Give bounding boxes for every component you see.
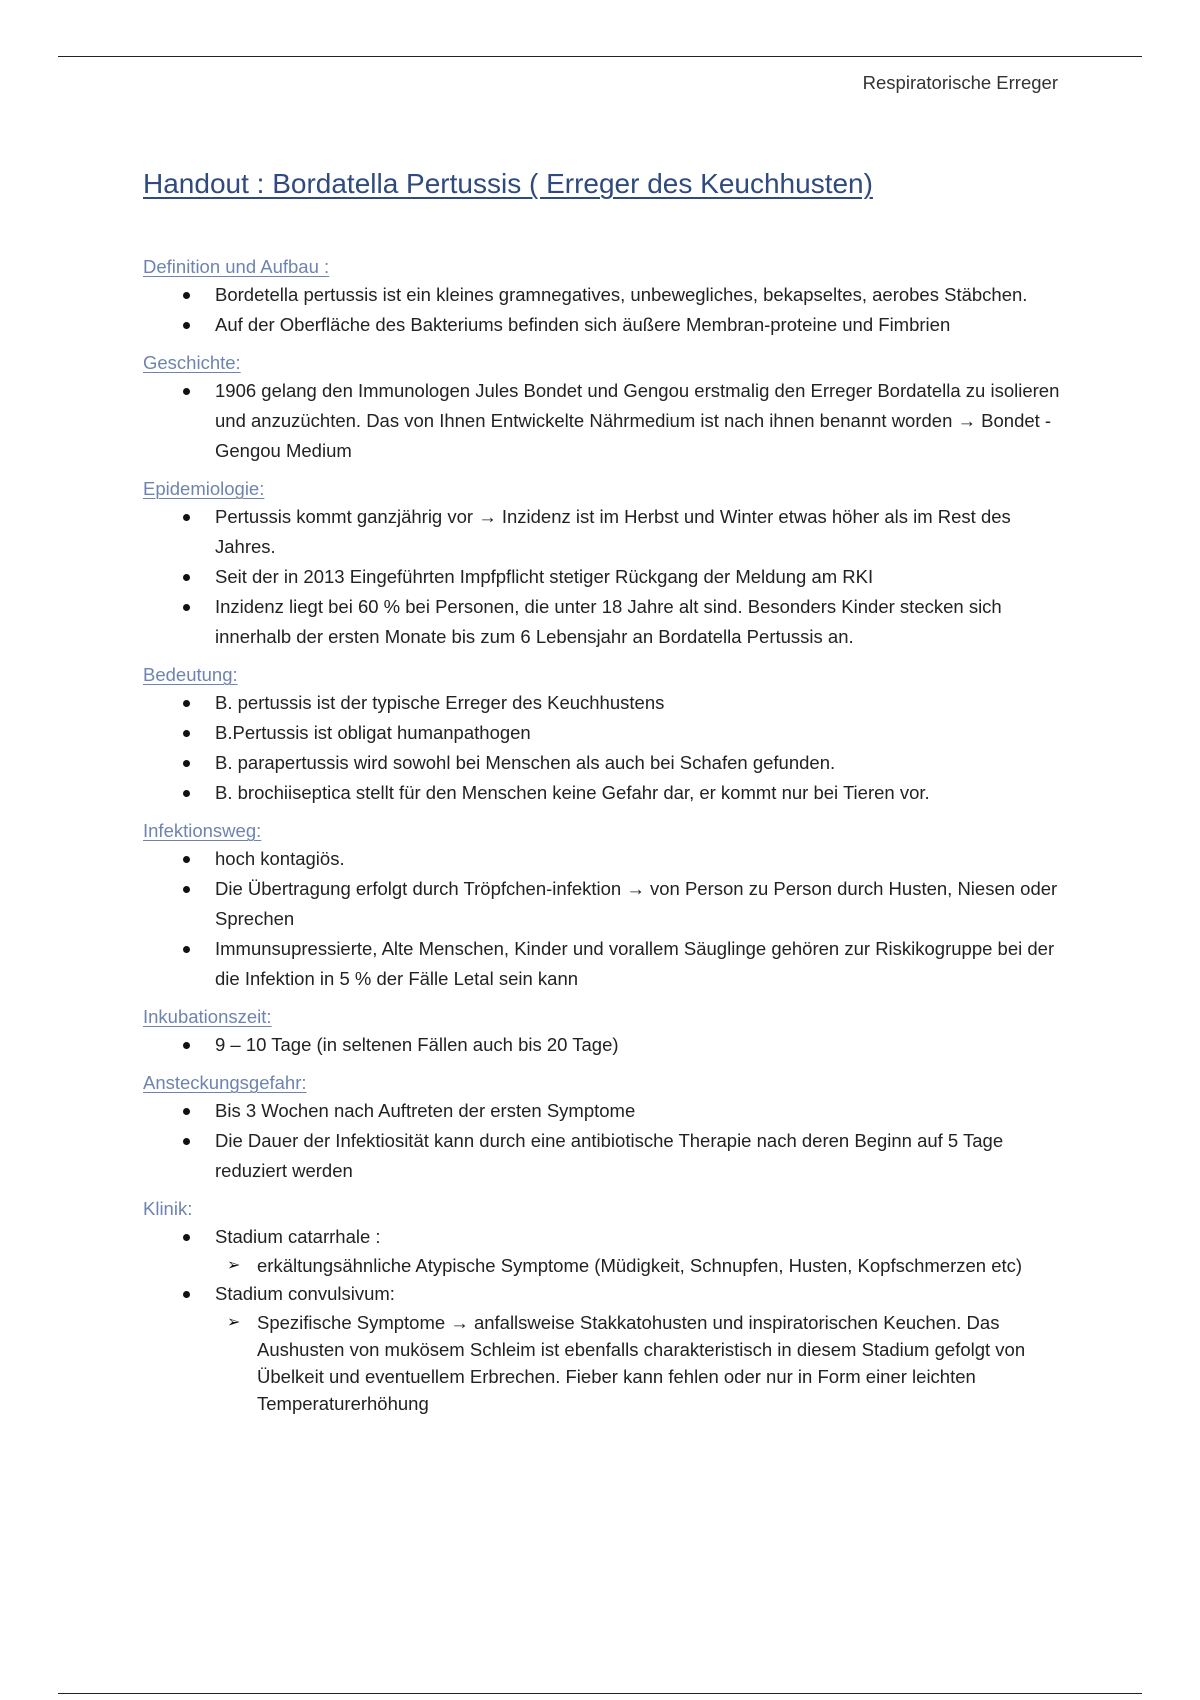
bullet-item: Bis 3 Wochen nach Auftreten der ersten Symptome bbox=[143, 1096, 1063, 1126]
bullet-item bbox=[143, 1279, 1063, 1417]
bullet-item: Die Übertragung erfolgt durch Tröpfchen-infektion → von Person zu Person durch Husten, Niesen oder Sprechen bbox=[143, 874, 1063, 934]
section-heading: Infektionsweg: bbox=[143, 820, 262, 841]
bullet-list bbox=[143, 280, 1063, 340]
bullet-list bbox=[143, 1096, 1063, 1186]
running-header: Respiratorische Erreger bbox=[862, 72, 1058, 93]
sub-item: ➢ erkältungsähnliche Atypische Symptome (Müdigkeit, Schnupfen, Husten, Kopfschmerzen etc) bbox=[215, 1252, 1063, 1279]
bullet-list bbox=[143, 1222, 1063, 1417]
sub-list bbox=[215, 1309, 1063, 1417]
section-epidemiologie bbox=[143, 476, 1063, 652]
bullet-item bbox=[143, 1222, 1063, 1279]
bullet-item: B. brochiiseptica stellt für den Menschen keine Gefahr dar, er kommt nur bei Tieren vor. bbox=[143, 778, 1063, 808]
section-definition bbox=[143, 254, 1063, 340]
section-ansteckungsgefahr bbox=[143, 1070, 1063, 1186]
sub-list bbox=[215, 1252, 1063, 1279]
bullet-list bbox=[143, 1030, 1063, 1060]
bullet-item: Seit der in 2013 Eingeführten Impfpflicht stetiger Rückgang der Meldung am RKI bbox=[143, 562, 1063, 592]
stage-label: Stadium convulsivum: bbox=[215, 1283, 395, 1304]
section-klinik bbox=[143, 1196, 1063, 1417]
section-infektionsweg bbox=[143, 818, 1063, 994]
footer-rule bbox=[58, 1693, 1142, 1694]
bullet-list bbox=[143, 844, 1063, 994]
header-rule bbox=[58, 56, 1142, 57]
bullet-item: B. pertussis ist der typische Erreger des Keuchhustens bbox=[143, 688, 1063, 718]
sub-item: ➢ Spezifische Symptome → anfallsweise Stakkatohusten und inspiratorischen Keuchen. Das Aushusten von mukösem Schleim ist ebenfalls charakteristisch in diesem Stadium gefolgt von Übelkeit und eventuellem Erbrechen. Fieber kann fehlen oder nur in Form einer leichten Temperaturerhöhung bbox=[215, 1309, 1063, 1417]
section-geschichte bbox=[143, 350, 1063, 466]
bullet-list bbox=[143, 502, 1063, 652]
document-title: Handout : Bordatella Pertussis ( Erreger des Keuchhusten) bbox=[143, 168, 873, 199]
bullet-item: Auf der Oberfläche des Bakteriums befinden sich äußere Membran-proteine und Fimbrien bbox=[143, 310, 1063, 340]
section-heading: Ansteckungsgefahr: bbox=[143, 1072, 307, 1093]
bullet-list bbox=[143, 376, 1063, 466]
section-heading: Klinik: bbox=[143, 1198, 193, 1219]
bullet-item: 9 – 10 Tage (in seltenen Fällen auch bis 20 Tage) bbox=[143, 1030, 1063, 1060]
section-heading: Definition und Aufbau : bbox=[143, 256, 330, 277]
bullet-list bbox=[143, 688, 1063, 808]
section-heading: Inkubationszeit: bbox=[143, 1006, 272, 1027]
section-inkubationszeit bbox=[143, 1004, 1063, 1060]
section-heading: Epidemiologie: bbox=[143, 478, 265, 499]
bullet-item: Pertussis kommt ganzjährig vor → Inzidenz ist im Herbst und Winter etwas höher als im Rest des Jahres. bbox=[143, 502, 1063, 562]
section-bedeutung bbox=[143, 662, 1063, 808]
section-heading: Geschichte: bbox=[143, 352, 241, 373]
bullet-item: hoch kontagiös. bbox=[143, 844, 1063, 874]
document-body bbox=[143, 254, 1063, 1427]
bullet-item: Bordetella pertussis ist ein kleines gramnegatives, unbewegliches, bekapseltes, aerobes Stäbchen. bbox=[143, 280, 1063, 310]
bullet-item: Die Dauer der Infektiosität kann durch eine antibiotische Therapie nach deren Beginn auf 5 Tage reduziert werden bbox=[143, 1126, 1063, 1186]
section-heading: Bedeutung: bbox=[143, 664, 238, 685]
bullet-item: 1906 gelang den Immunologen Jules Bondet und Gengou erstmalig den Erreger Bordatella zu isolieren und anzuzüchten. Das von Ihnen Entwickelte Nährmedium ist nach ihnen benannt worden → Bondet - Gengou Medium bbox=[143, 376, 1063, 466]
stage-label: Stadium catarrhale : bbox=[215, 1226, 381, 1247]
bullet-item: Immunsupressierte, Alte Menschen, Kinder und vorallem Säuglinge gehören zur Riskikogruppe bei der die Infektion in 5 % der Fälle Letal sein kann bbox=[143, 934, 1063, 994]
bullet-item: B.Pertussis ist obligat humanpathogen bbox=[143, 718, 1063, 748]
bullet-item: Inzidenz liegt bei 60 % bei Personen, die unter 18 Jahre alt sind. Besonders Kinder stecken sich innerhalb der ersten Monate bis zum 6 Lebensjahr an Bordatella Pertussis an. bbox=[143, 592, 1063, 652]
bullet-item: B. parapertussis wird sowohl bei Menschen als auch bei Schafen gefunden. bbox=[143, 748, 1063, 778]
